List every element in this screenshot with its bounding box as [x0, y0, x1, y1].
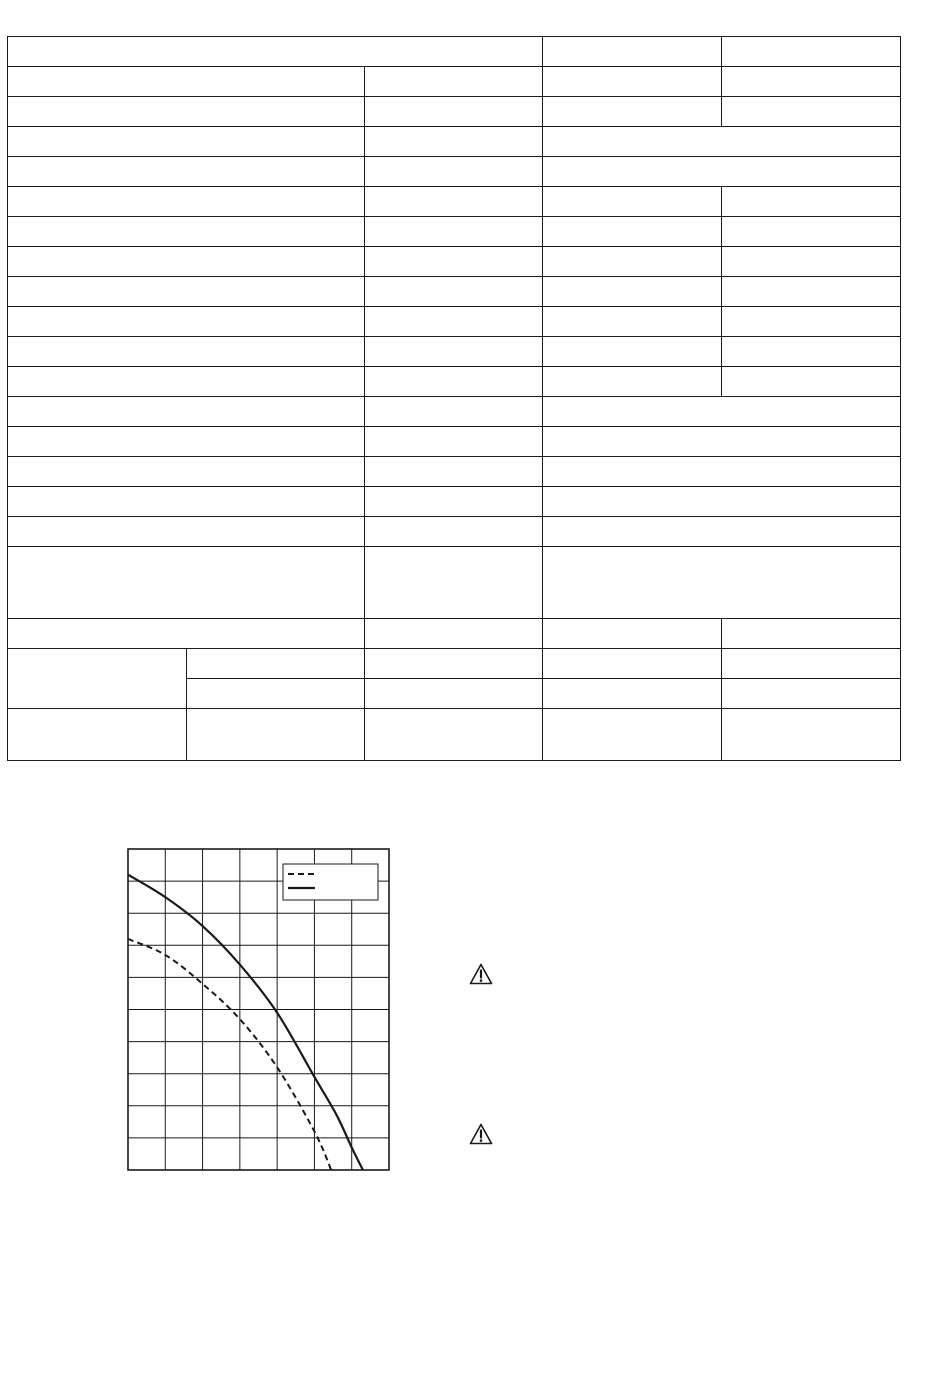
performance-chart — [127, 848, 391, 1172]
table-cell — [722, 67, 901, 97]
table-cell — [365, 367, 543, 397]
table-cell — [543, 217, 722, 247]
table-cell — [8, 277, 365, 307]
table-row — [8, 67, 901, 97]
table-cell — [365, 337, 543, 367]
warning-note-2 — [469, 1123, 493, 1145]
table-row — [8, 709, 901, 761]
table-cell — [543, 337, 722, 367]
table-cell — [187, 709, 365, 761]
table-cell — [543, 517, 901, 547]
table-cell — [365, 247, 543, 277]
table-cell — [8, 709, 187, 761]
warning-triangle-icon — [469, 1123, 493, 1145]
table-cell — [365, 619, 543, 649]
table-cell — [365, 67, 543, 97]
table-cell — [543, 679, 722, 709]
table-cell — [365, 517, 543, 547]
table-row — [8, 157, 901, 187]
table-cell — [365, 127, 543, 157]
table-cell — [543, 157, 901, 187]
table-row — [8, 97, 901, 127]
table-cell — [8, 67, 365, 97]
table-row — [8, 187, 901, 217]
table-cell — [722, 649, 901, 679]
table-cell — [722, 277, 901, 307]
warning-triangle-icon — [469, 963, 493, 985]
table-cell — [543, 277, 722, 307]
table-cell — [543, 649, 722, 679]
table-cell — [543, 487, 901, 517]
table-cell — [365, 307, 543, 337]
table-cell — [722, 337, 901, 367]
table-cell — [543, 127, 901, 157]
table-row — [8, 619, 901, 649]
table-row — [8, 517, 901, 547]
table-cell — [8, 97, 365, 127]
table-cell — [543, 367, 722, 397]
table-row — [8, 427, 901, 457]
table-cell — [8, 307, 365, 337]
table-row — [8, 337, 901, 367]
table-cell — [365, 649, 543, 679]
table-cell — [365, 97, 543, 127]
table-cell — [8, 187, 365, 217]
table-cell — [543, 457, 901, 487]
series-line-solid — [128, 875, 363, 1170]
table-cell — [722, 247, 901, 277]
spec-table — [7, 36, 901, 761]
table-row — [8, 649, 901, 679]
table-cell — [543, 547, 901, 619]
table-cell — [8, 37, 543, 67]
table-cell — [8, 397, 365, 427]
table-cell — [543, 619, 722, 649]
table-cell — [543, 427, 901, 457]
table-cell — [8, 457, 365, 487]
table-cell — [722, 307, 901, 337]
table-cell — [543, 37, 722, 67]
table-cell — [722, 217, 901, 247]
table-cell — [722, 709, 901, 761]
table-cell — [543, 307, 722, 337]
table-cell — [8, 367, 365, 397]
table-row — [8, 397, 901, 427]
table-cell — [8, 337, 365, 367]
table-cell — [543, 97, 722, 127]
table-cell — [8, 547, 365, 619]
table-cell — [543, 397, 901, 427]
table-row — [8, 247, 901, 277]
table-cell — [722, 97, 901, 127]
table-cell — [8, 427, 365, 457]
table-cell — [722, 619, 901, 649]
table-cell — [722, 367, 901, 397]
table-cell — [8, 619, 365, 649]
table-cell — [8, 247, 365, 277]
table-cell — [8, 649, 187, 709]
table-cell — [543, 187, 722, 217]
table-cell — [365, 397, 543, 427]
table-cell — [365, 487, 543, 517]
table-cell — [543, 709, 722, 761]
table-cell — [8, 517, 365, 547]
table-row — [8, 217, 901, 247]
table-cell — [722, 679, 901, 709]
table-cell — [365, 709, 543, 761]
table-row — [8, 547, 901, 619]
table-row — [8, 457, 901, 487]
table-cell — [365, 187, 543, 217]
table-cell — [365, 157, 543, 187]
table-row — [8, 277, 901, 307]
table-cell — [365, 457, 543, 487]
table-cell — [543, 247, 722, 277]
table-cell — [8, 217, 365, 247]
table-cell — [365, 679, 543, 709]
table-cell — [365, 217, 543, 247]
legend-box — [283, 864, 378, 900]
table-row — [8, 37, 901, 67]
table-cell — [365, 547, 543, 619]
table-row — [8, 487, 901, 517]
table-cell — [187, 649, 365, 679]
warning-note-1 — [469, 963, 493, 985]
table-cell — [8, 127, 365, 157]
table-cell — [365, 427, 543, 457]
table-cell — [722, 187, 901, 217]
table-cell — [543, 67, 722, 97]
table-cell — [365, 277, 543, 307]
table-cell — [8, 487, 365, 517]
table-cell — [8, 157, 365, 187]
table-cell — [722, 37, 901, 67]
table-cell — [187, 679, 365, 709]
table-row — [8, 127, 901, 157]
table-row — [8, 367, 901, 397]
table-row — [8, 307, 901, 337]
